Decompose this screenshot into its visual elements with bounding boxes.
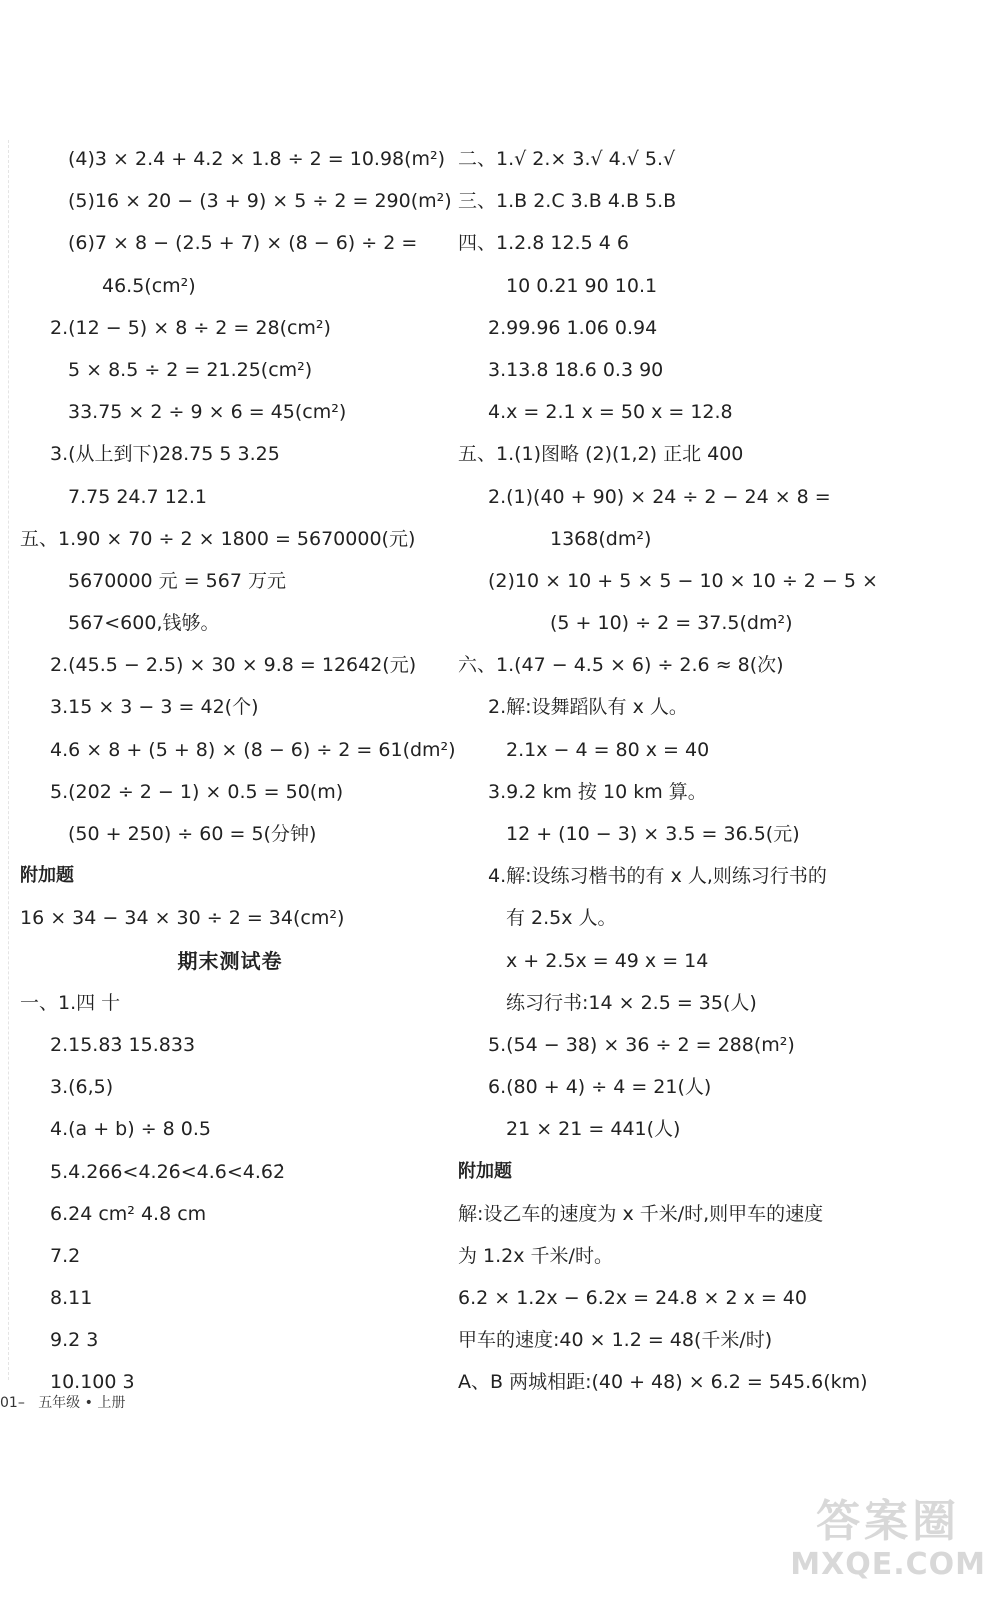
column-divider [8, 140, 10, 1380]
answer-line: (4)3 × 2.4 + 4.2 × 1.8 ÷ 2 = 10.98(m²) [68, 148, 446, 170]
section-heading: 附加题 [20, 865, 74, 887]
answer-line: 3.(6,5) [50, 1076, 114, 1099]
answer-line: 21 × 21 = 441(人) [506, 1118, 681, 1141]
answer-line: 7.2 [50, 1244, 81, 1267]
answer-line: 五、1.90 × 70 ÷ 2 × 1800 = 5670000(元) [20, 527, 416, 550]
answer-line: 10.100 3 [50, 1371, 135, 1394]
answer-line: 一、1.四 十 [20, 991, 121, 1014]
page-number: 01– [0, 1395, 25, 1411]
answer-line: 6.24 cm² 4.8 cm [50, 1202, 207, 1225]
answer-line: x + 2.5x = 49 x = 14 [506, 949, 709, 972]
answer-line: 4.解:设练习楷书的有 x 人,则练习行书的 [488, 865, 827, 888]
answer-line: 5.4.266<4.26̇<4.6<4.62̇ [50, 1160, 286, 1183]
answer-line: (5 + 10) ÷ 2 = 37.5(dm²) [550, 612, 793, 635]
answer-line: (50 + 250) ÷ 60 = 5(分钟) [68, 823, 317, 845]
answer-line: 5 × 8.5 ÷ 2 = 21.25(cm²) [68, 358, 313, 381]
answer-line: 33.75 × 2 ÷ 9 × 6 = 45(cm²) [68, 401, 347, 424]
section-title: 期末测试卷 [177, 948, 283, 973]
answer-line: 练习行书:14 × 2.5 = 35(人) [506, 991, 757, 1014]
answer-line: 2.1x − 4 = 80 x = 40 [506, 738, 710, 761]
answer-line: 9.2 3 [50, 1329, 99, 1352]
answer-line: 46.5(cm²) [102, 274, 196, 297]
answer-line: (6)7 × 8 − (2.5 + 7) × (8 − 6) ÷ 2 = [68, 232, 418, 255]
watermark [790, 1496, 986, 1582]
answer-line: 三、1.B 2.C 3.B 4.B 5.B [458, 190, 677, 213]
answer-line: 2.解:设舞蹈队有 x 人。 [488, 696, 688, 719]
page-footer [0, 1392, 125, 1412]
answer-line: 四、1.2.8 12.5 4 6 [458, 232, 629, 255]
watermark-line2: MXQE.COM [790, 1547, 986, 1582]
answer-line: 5.(54 − 38) × 36 ÷ 2 = 288(m²) [488, 1033, 795, 1056]
answer-line: 12 + (10 − 3) × 3.5 = 36.5(元) [506, 823, 800, 845]
answer-line: 3.9.2 km 按 10 km 算。 [488, 780, 707, 803]
answer-line: 为 1.2x 千米/时。 [458, 1244, 613, 1267]
right-column [458, 138, 983, 1404]
answer-line: 2.(1)(40 + 90) × 24 ÷ 2 − 24 × 8 = [488, 485, 831, 508]
answer-line: (5)16 × 20 − (3 + 9) × 5 ÷ 2 = 290(m²) [68, 190, 452, 213]
answer-line: 解:设乙车的速度为 x 千米/时,则甲车的速度 [458, 1202, 824, 1225]
answer-line: 3.15 × 3 − 3 = 42(个) [50, 696, 259, 719]
answer-line: 2.(12 − 5) × 8 ÷ 2 = 28(cm²) [50, 316, 331, 339]
answer-line: 2.99.96 1.06 0.94 [488, 316, 658, 339]
answer-line: 567<600,钱够。 [68, 612, 220, 635]
grade-label: 五年级 • 上册 [38, 1395, 126, 1411]
answer-line: 4.6 × 8 + (5 + 8) × (8 − 6) ÷ 2 = 61(dm²) [50, 738, 456, 761]
answer-line: 7.75 24.7 12.1 [68, 485, 207, 508]
answer-line: 二、1.√ 2.× 3.√ 4.√ 5.√ [458, 148, 676, 170]
answer-line: 2.15.83̇ 15.833 [50, 1033, 196, 1056]
answer-line: 4.x = 2.1 x = 50 x = 12.8 [488, 401, 733, 424]
watermark-line1: 答案圈 [816, 1496, 961, 1547]
answer-line: 有 2.5x 人。 [506, 907, 617, 930]
answer-line: 5670000 元 = 567 万元 [68, 569, 286, 592]
answer-line: 10 0.21 90 10.1 [506, 274, 658, 297]
answer-line: 3.(从上到下)28.75 5 3.25 [50, 443, 280, 466]
answer-line: 甲车的速度:40 × 1.2 = 48(千米/时) [458, 1329, 773, 1352]
answer-line: 5.(202 ÷ 2 − 1) × 0.5 = 50(m) [50, 780, 344, 803]
answer-line: 6.2 × 1.2x − 6.2x = 24.8 × 2 x = 40 [458, 1287, 807, 1310]
section-heading: 附加题 [458, 1160, 512, 1182]
answer-line: 五、1.(1)图略 (2)(1,2) 正北 400 [458, 443, 744, 466]
answer-line: (2)10 × 10 + 5 × 5 − 10 × 10 ÷ 2 − 5 × [488, 569, 878, 592]
answer-line: 16 × 34 − 34 × 30 ÷ 2 = 34(cm²) [20, 907, 345, 930]
answer-line: 六、1.(47 − 4.5 × 6) ÷ 2.6 ≈ 8(次) [458, 654, 784, 677]
left-column [20, 138, 456, 1404]
answer-line: 1368(dm²) [550, 527, 652, 550]
answer-line: 4.(a + b) ÷ 8 0.5 [50, 1118, 211, 1141]
answer-line: 8.11 [50, 1287, 93, 1310]
answer-line: 6.(80 + 4) ÷ 4 = 21(人) [488, 1076, 712, 1099]
answer-line: A、B 两城相距:(40 + 48) × 6.2 = 545.6(km) [458, 1371, 868, 1394]
answer-line: 3.13.8 18.6 0.3 90 [488, 358, 664, 381]
answer-line: 2.(45.5 − 2.5) × 30 × 9.8 = 12642(元) [50, 654, 417, 677]
